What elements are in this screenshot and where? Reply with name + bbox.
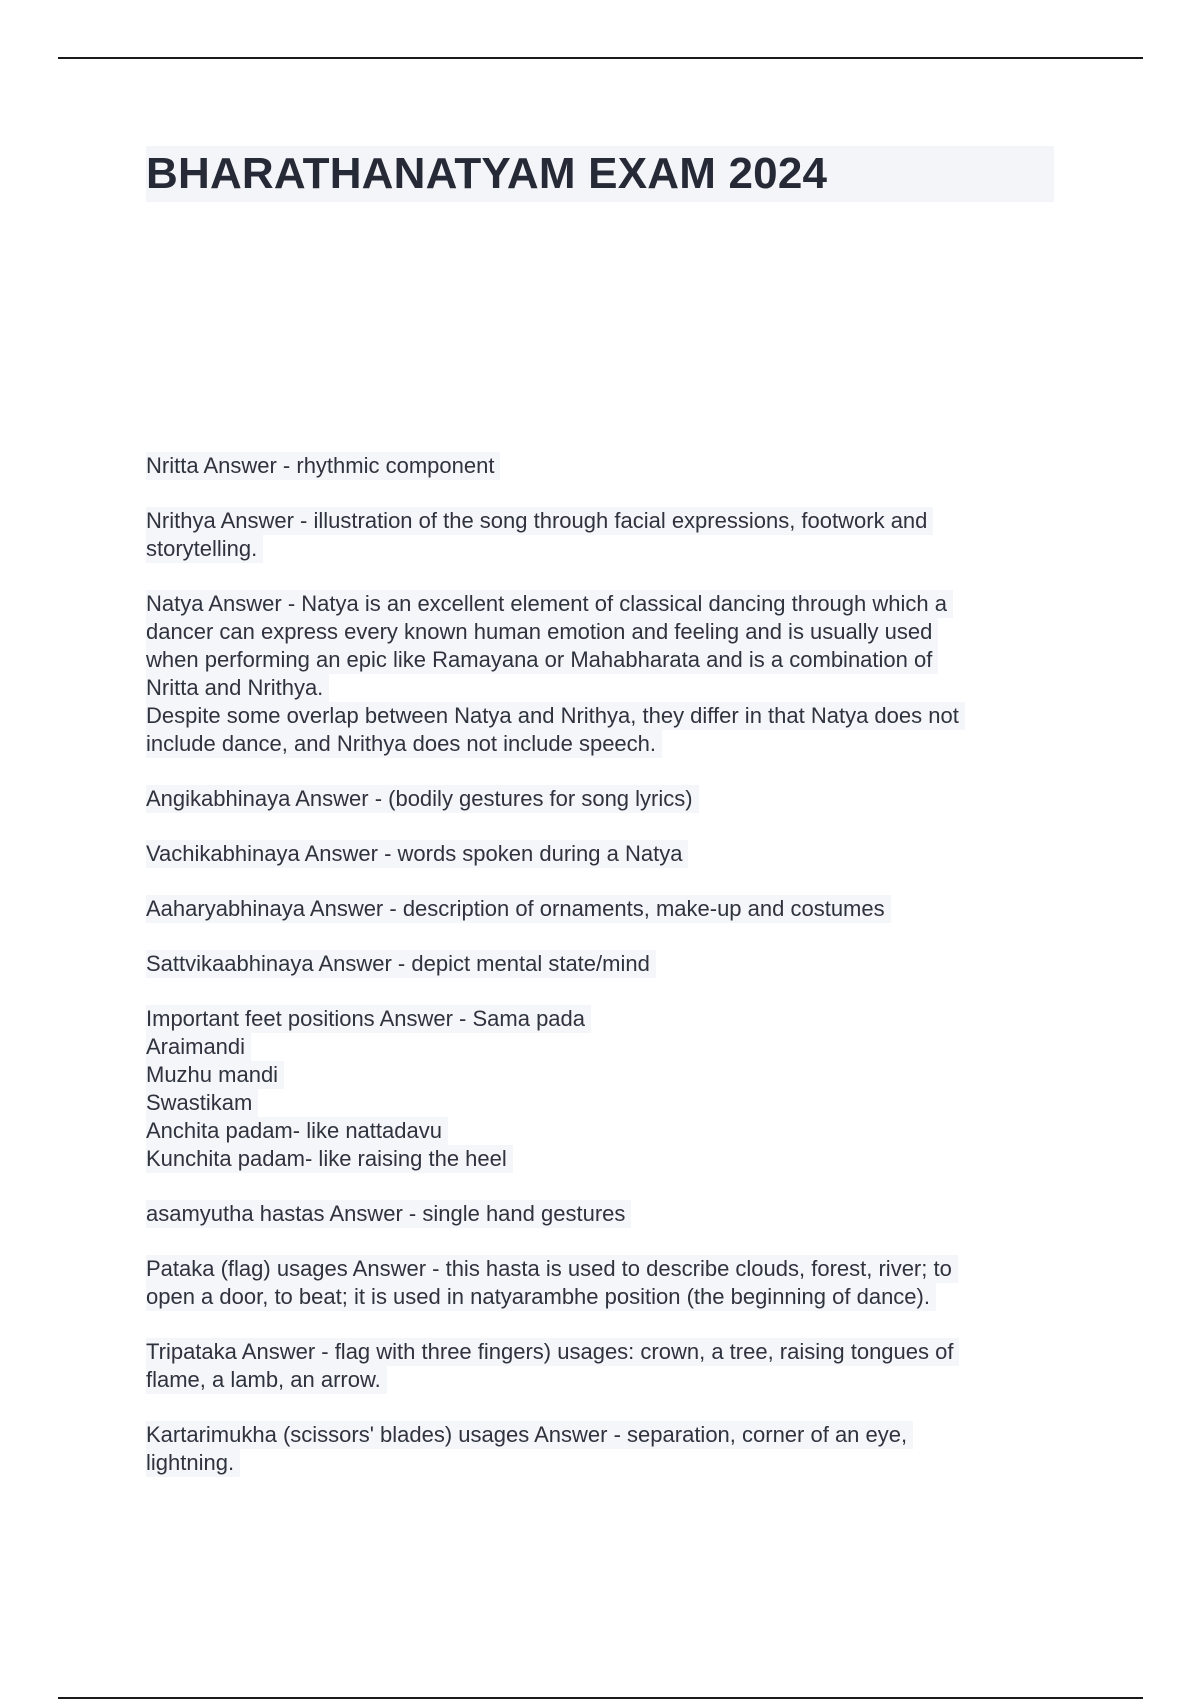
qa-line: Angikabhinaya Answer - (bodily gestures for song lyrics) xyxy=(146,785,699,813)
qa-item-aaharyabhinaya xyxy=(146,895,1056,923)
qa-line: when performing an epic like Ramayana or Mahabharata and is a combination of xyxy=(146,646,938,674)
top-rule xyxy=(58,57,1143,59)
qa-line: Muzhu mandi xyxy=(146,1061,284,1089)
qa-item-feet-positions xyxy=(146,1005,1056,1173)
qa-item-asamyutha-hastas xyxy=(146,1200,1056,1228)
qa-line: Tripataka Answer - flag with three fingers) usages: crown, a tree, raising tongues of xyxy=(146,1338,959,1366)
title-banner xyxy=(146,146,1054,202)
qa-line: Natya Answer - Natya is an excellent element of classical dancing through which a xyxy=(146,590,953,618)
qa-line: Despite some overlap between Natya and Nrithya, they differ in that Natya does not xyxy=(146,702,965,730)
qa-line: Anchita padam- like nattadavu xyxy=(146,1117,448,1145)
qa-item-pataka xyxy=(146,1255,1056,1311)
qa-line: lightning. xyxy=(146,1449,240,1477)
qa-line: open a door, to beat; it is used in natyarambhe position (the beginning of dance). xyxy=(146,1283,936,1311)
qa-line: Swastikam xyxy=(146,1089,258,1117)
qa-item-natya xyxy=(146,590,1056,758)
qa-item-angikabhinaya xyxy=(146,785,1056,813)
qa-line: Vachikabhinaya Answer - words spoken during a Natya xyxy=(146,840,688,868)
qa-item-vachikabhinaya xyxy=(146,840,1056,868)
qa-item-nritta xyxy=(146,452,1056,480)
qa-line: Nritta Answer - rhythmic component xyxy=(146,452,500,480)
qa-line: Kunchita padam- like raising the heel xyxy=(146,1145,513,1173)
qa-line: asamyutha hastas Answer - single hand gestures xyxy=(146,1200,631,1228)
qa-line: dancer can express every known human emotion and feeling and is usually used xyxy=(146,618,938,646)
bottom-rule xyxy=(58,1697,1143,1699)
qa-item-kartarimukha xyxy=(146,1421,1056,1477)
qa-item-sattvikaabhinaya xyxy=(146,950,1056,978)
qa-line: storytelling. xyxy=(146,535,263,563)
qa-line: flame, a lamb, an arrow. xyxy=(146,1366,387,1394)
qa-line: Nritta and Nrithya. xyxy=(146,674,329,702)
qa-line: Nrithya Answer - illustration of the song through facial expressions, footwork and xyxy=(146,507,933,535)
qa-line: include dance, and Nrithya does not include speech. xyxy=(146,730,662,758)
qa-list xyxy=(146,452,1056,1504)
document-title: BHARATHANATYAM EXAM 2024 xyxy=(146,149,828,198)
qa-line: Kartarimukha (scissors' blades) usages Answer - separation, corner of an eye, xyxy=(146,1421,913,1449)
qa-item-nrithya xyxy=(146,507,1056,563)
qa-line: Pataka (flag) usages Answer - this hasta is used to describe clouds, forest, river; to xyxy=(146,1255,958,1283)
qa-line: Sattvikaabhinaya Answer - depict mental state/mind xyxy=(146,950,656,978)
qa-line: Aaharyabhinaya Answer - description of ornaments, make-up and costumes xyxy=(146,895,891,923)
qa-line: Important feet positions Answer - Sama pada xyxy=(146,1005,591,1033)
qa-line: Araimandi xyxy=(146,1033,251,1061)
qa-item-tripataka xyxy=(146,1338,1056,1394)
